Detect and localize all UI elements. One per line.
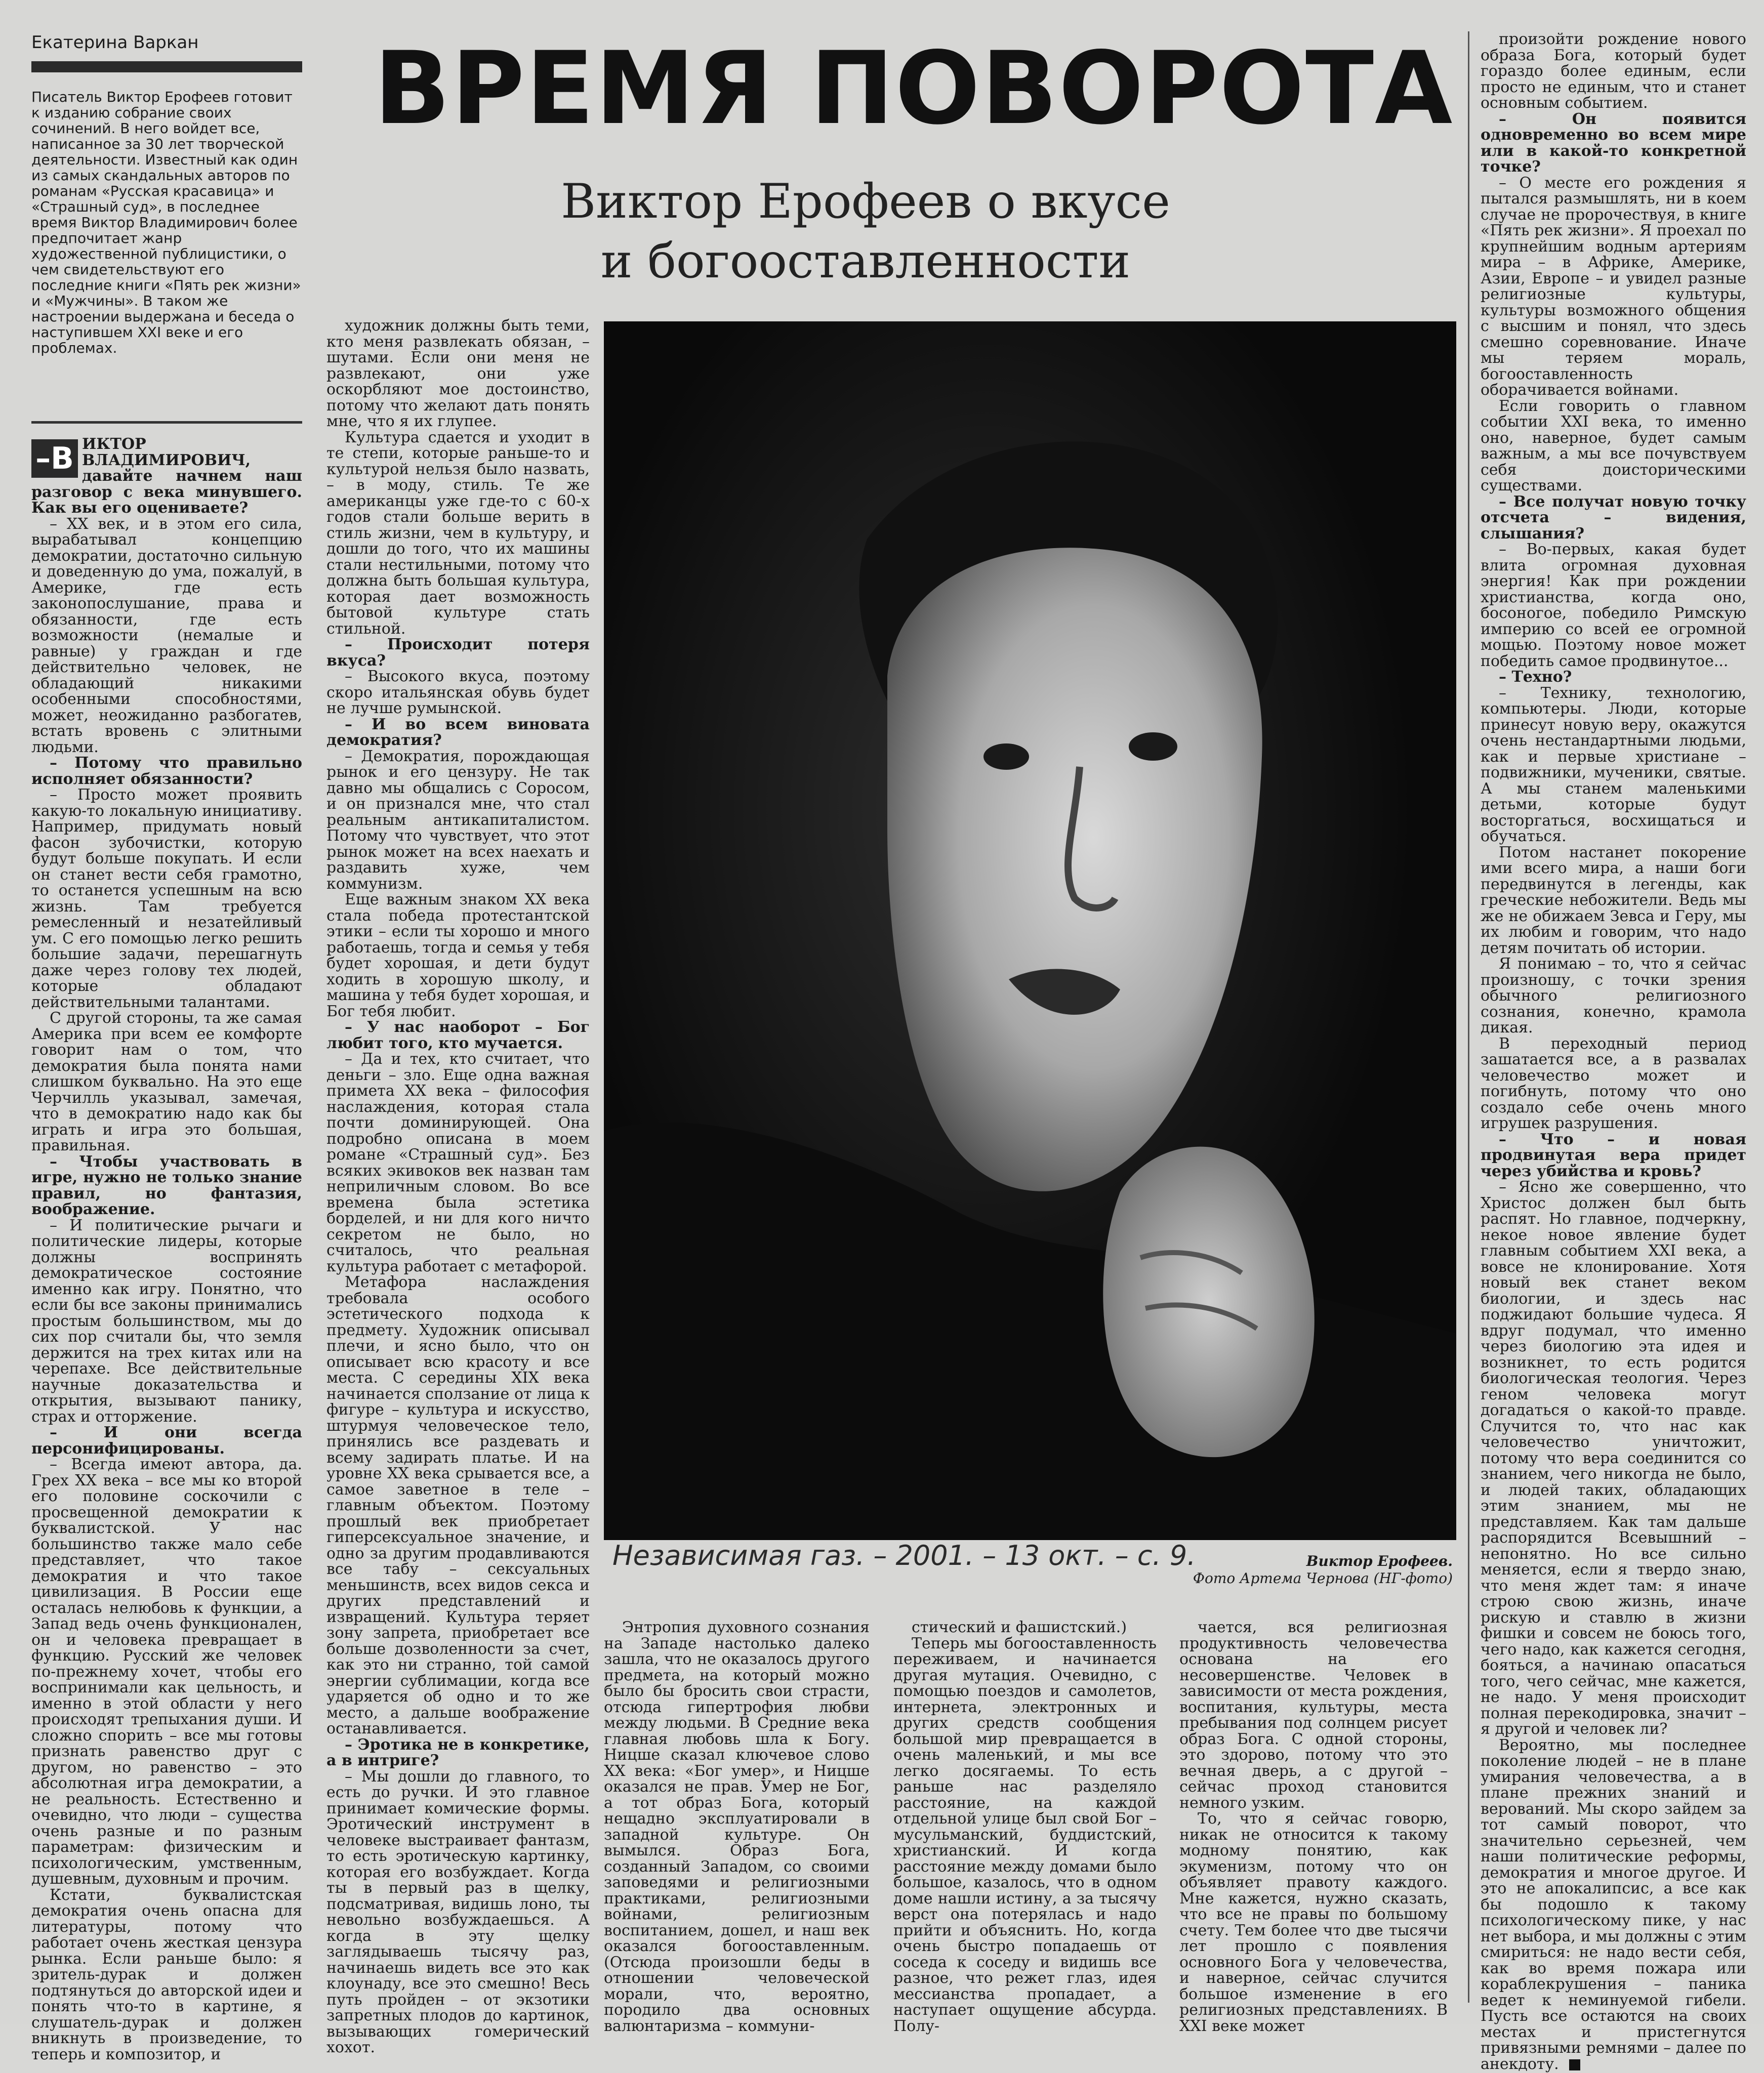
lead-paragraph: Писатель Виктор Ерофеев готовит к изданию собрание своих сочинений. В него войдет все, написанное за 30 лет творческой деятельности. Известный как один из самых скандальных авторов по романам «Русская красавица» и «Страшный суд», в последнее время Виктор Владимирович более предпочитает жанр художественной публицистики, о чем свидетельствуют его последние книги «Пять рек жизни» и «Мужчины». В таком же настроении выдержана и беседа о наступившем XXI веке и его проблемах. [31,89,301,356]
caption-credit: Фото Артема Чернова (НГ-фото) [1193,1570,1453,1587]
column-1 [31,435,302,2063]
column-6 [1481,30,1746,2073]
paragraph: Я понимаю – то, что я сейчас произношу, с точки зрения обычного религиозного сознания, конечно, крамола дикая. [1481,955,1746,1036]
interview-question: – И они всегда персонифицированы. [31,1424,302,1458]
paragraph: То, что я сейчас говорю, никак не относится к такому модному понятию, как экуменизм, потому что он объявляет правоту каждого. Мне кажется, нужно сказать, что все не правы по большому счету. Тем более что две тысячи лет прошло с появления основного Бога у человечества, и наверное, сейчас случится большое изменение в его религиозных представлениях. В XXI веке может [1179,1810,1448,2035]
subheadline-line-1: Виктор Ерофеев о вкусе [561,174,1170,229]
subheadline [466,172,1265,292]
handwritten-text: Независимая газ. – 2001. – 13 окт. – с. 9. [612,1540,1196,1571]
subheadline-line-2: и богооставленности [600,234,1131,289]
column-2 [326,317,590,2056]
interview-question: – Происходит потеря вкуса? [326,636,590,670]
interview-question: – Эротика не в конкретике, а в интриге? [326,1735,590,1769]
interview-question: – У нас наоборот – Бог любит того, кто мучается. [326,1018,590,1052]
paragraph: Потом настанет покорение ими всего мира, а наши боги передвинутся в легенды, как греческие небожители. Ведь мы же не обижаем Зевса и Геру, мы их любим и говорим, что надо детям почитать об истории. [1481,843,1746,957]
paragraph: С другой стороны, та же самая Америка при всем ее комфорте говорит нам о том, что демократия была понята нами слишком буквально. На это еще Черчилль указывал, замечая, что в демократию надо как бы играть и игра это большая, правильная. [31,1009,302,1154]
paragraph: Теперь мы богооставленность переживаем, и начинается другая мутация. Очевидно, с помощью поездов и самолетов, интернета, электронных и других средств сообщения большой мир превращается в очень маленький, и мы все легко досягаемы. То есть раньше нас разделяло расстояние, на каждой отдельной улице был свой Бог – мусульманский, буддистский, христианский. И когда расстояние между домами было большое, казалось, что в одном доме нашли истину, а за тысячу верст она потерялась и надо прийти и объяснить. Но, когда очень быстро попадаешь от соседа к соседу и видишь все разное, что режет глаз, идея мессианства пропадает, а наступает ощущение абсурда. Полу- [893,1634,1157,2035]
portrait-illustration [604,321,1456,1540]
paragraph: – Да и тех, кто считает, что деньги – зло. Еще одна важная примета XX века – философия наслаждения, которая стала почти доминирующей. Она подробно описана в моем романе «Страшный суд». Без всяких экивоков век назван там неприличным словом. Во все времена была эстетика борделей, и ни для кого ничто секретом не было, но считалось, что реальная культура работает с метафорой. [326,1050,590,1275]
paragraph: – И политические рычаги и политические лидеры, которые должны воспринять демократическое состояние именно как игру. Понятно, что если бы все законы принимались простым большинством, мы до сих пор считали бы, что земля держится на трех китах или на черепахе. Все действительные научные доказательства и открытия, вызывают панику, страх и отторжение. [31,1216,302,1426]
column-4 [893,1619,1157,2035]
drop-cap: –В [31,439,78,478]
paragraph: художник должны быть теми, кто меня развлекать обязан, – шутами. Если они меня не развлекают, они уже оскорбляют мое достоинство, потому что желают дать понять мне, что я их глупее. [326,317,590,430]
interview-question: – Он появится одновременно во всем мире или в какой-то конкретной точке? [1481,110,1746,176]
paragraph: – Технику, технологию, компьютеры. Люди, которые принесут новую веру, окажутся очень нестандартными людьми, как и первые христиане – подвижники, мученики, святые. А мы станем маленькими детьми, которые будут восторгаться, восхищаться и обучаться. [1481,684,1746,845]
paragraph: – Во-первых, какая будет влита огромная духовная энергия! Как при рождении христианства, когда оно, босоногое, победило Римскую империю со всей ее огромной мощью. Поэтому новое может победить самое продвинутое... [1481,541,1746,670]
paragraph: – Мы дошли до главного, то есть до ручки. И это главное принимает комические формы. Эротический инструмент в человеке выстраивает фантазм, то есть эротическую картинку, которая его возбуждает. Когда ты в первый раз в щелку, подсматривая, видишь лоно, ты невольно возбуждаешься. А когда в эту щелку заглядываешь тысячу раз, начинаешь видеть все это как клоунаду, все это смешно! Весь путь пройден – от экзотики запретных плодов до картинок, вызывающих гомерический хохот. [326,1767,590,2056]
paragraph: – XX век, и в этом его сила, вырабатывал концепцию демократии, достаточно сильную и доведенную до ума, пожалуй, в Америке, где есть законопослушание, права и обязанности, где есть возможности (немалые и равные) у граждан и где действительно человек, не обладающий никакими особенными способностями, может, неожиданно разбогатев, встать вровень с элитными людьми. [31,515,302,756]
interview-question: – Что – и новая продвинутая вера придет через убийства и кровь? [1481,1130,1746,1180]
column-5 [1179,1619,1448,2035]
interview-question: – Все получат новую точку отсчета – видения, слышания? [1481,492,1746,543]
paragraph: чается, вся религиозная продуктивность человечества основана на его несовершенстве. Человек в зависимости от места рождения, воспитания, культуры, места пребывания под солнцем рисует образ Бога. С одной стороны, это здорово, потому что это вечная дверь, а с другой – сейчас проход становится немного узким. [1179,1619,1448,1812]
paragraph: – Демократия, порождающая рынок и его цензуру. Не так давно мы общались с Соросом, и он признался мне, что стал реальным антикапиталистом. Потому что чувствует, что этот рынок может на всех наехать и раздавить хуже, чем коммунизм. [326,747,590,893]
caption-name: Виктор Ерофеев. [1306,1553,1453,1569]
paragraph: Энтропия духовного сознания на Западе настолько далеко зашла, что не оказалось другого предмета, на который можно было бы бросить свои страсти, отсюда гипертрофия любви между людьми. В Средние века главная любовь шла к Богу. Ницше сказал ключевое слово XX века: «Бог умер», и Ницше оказался не прав. Умер не Бог, а тот образ Бога, который нещадно эксплуатировали в западной культуре. Он вымылся. Образ Бога, созданный Западом, со своими заповедями и религиозными практиками, религиозными войнами, религиозным воспитанием, дошел, и наш век оказался богооставленным. (Отсюда произошли беды в отношении человеческой морали, что, вероятно, породило два основных валюнтаризма – коммуни- [604,1619,870,2035]
paragraph: Кстати, буквалистская демократия очень опасна для литературы, потому что работает очень жесткая цензура рынка. Если раньше было: я зритель-дурак и должен подтянуться до авторской идеи и понять что-то в картине, я слушатель-дурак и должен вникнуть в произведение, то теперь и композитор, и [31,1886,302,2063]
lead-rule [31,421,302,424]
interview-question: ИКТОР ВЛАДИМИРОВИЧ, давайте начнем наш разговор с века минувшего. Как вы его оцениваете? [31,435,302,517]
column-3 [604,1619,870,2035]
interview-question: – Техно? [1499,668,1572,686]
paragraph: Метафора наслаждения требовала особого эстетического подхода к предмету. Художник описывал плечи, и ясно было, что он описывает всю красоту и все места. С середины XIX века начинается сползание от лица к фигуре – культура и искусство, штурмуя человеческое тело, принялись все раздевать и всему задирать платье. И на уровне XX века срывается все, а самое заветное в теле – главным объектом. Поэтому прошлый век приобретает гиперсексуальное значение, и одно за другим продавливаются все табу – сексуальных меньшинств, всех видов секса и других представлений и извращений. Культура теряет зону запрета, приобретает все больше дозволенности за счет, как это ни странно, той самой энергии сублимации, когда все ударяется об одно и то же место, а дальше воображение останавливается. [326,1273,590,1737]
paragraph: Если говорить о главном событии XXI века, то именно оно, наверное, будет самым важным, а мы все почувствуем себя доисторическими существами. [1481,397,1746,494]
paragraph: – Всегда имеют автора, да. Грех XX века – все мы ко второй его половине соскочили с просвещенной демократии к буквалистской. У нас большинство также мало себе представляет, что такое демократия и что такое цивилизация. В России еще осталась нелюбовь к функции, а Запад ведь очень функционален, он и человека превращает в функцию. Русский же человек по-прежнему хочет, чтобы его воспринимали как цельность, и именно в этой области у него происходят трепыхания души. И сложно спорить – все мы готовы признать равенство друг с другом, но равенство – это абсолютная игра демократии, а не реальность. Естественно и очевидно, что люди – существа очень разные и по разным параметрам: физическим и психологическим, умственным, душевным, духовным и прочим. [31,1456,302,1888]
byline-rule [31,61,302,72]
paragraph: Еще важным знаком XX века стала победа протестантской этики – если ты хорошо и много работаешь, тогда и семья у тебя будет хорошая, и дети будут ходить в хорошую школу, и машина у тебя будет хорошая, и Бог тебя любит. [326,891,590,1020]
paragraph: В переходный период зашатается все, а в развалах человечество может и погибнуть, потому что оно создало себе очень много игрушек разрушения. [1481,1034,1746,1132]
paragraph: Вероятно, мы последнее поколение людей – не в плане умирания человечества, а в плане прежних знаний и верований. Мы скоро зайдем за тот самый поворот, что значительно серьезней, чем наши политические реформы, демократия и многое другое. И это не апокалипсис, а все как бы подошло к такому психологическому пике, у нас нет выбора, и мы должны с этим смириться: не надо вести себя, как во время пожара или кораблекрушения – паника ведет к неминуемой гибели. Пусть все остаются на своих местах и пристегнутся привязными ремнями – далее по анекдоту. [1481,1736,1746,2073]
paragraph: стический и фашистский.) [912,1619,1127,1636]
paragraph: – Высокого вкуса, поэтому скоро итальянская обувь будет не лучше румынской. [326,668,590,717]
interview-question: – И во всем виновата демократия? [326,715,590,749]
photo-caption [1154,1553,1453,1587]
headline: ВРЕМЯ ПОВОРОТА [374,30,1454,147]
paragraph: – Просто может проявить какую-то локальную инициативу. Например, придумать новый фасон зубочистки, которую будут больше покупать. И если он станет вести себя грамотно, то останется успешным на всю жизнь. Там требуется ремесленный и незатейливый ум. С его помощью легко решить большие задачи, перешагнуть даже через голову тех людей, которые обладают действительными талантами. [31,786,302,1011]
paragraph: – Ясно же совершенно, что Христос должен был быть распят. Но главное, подчеркну, некое новое явление будет главным событием XXI века, а вовсе не клонирование. Хотя новый век станет веком биологии, и здесь нас поджидают большие чудеса. Я вдруг подумал, что именно через биологию эта идея и возникнет, то есть родится биологическая теология. Через геном человека могут догадаться о какой-то правде. Случится то, что нас как человечество уничтожит, потому что вера соединится со знанием, чего никогда не было, и людей таких, обладающих этим знанием, мы не представляем. Как там дальше распорядится Всевышний – непонятно. Но все сильно меняется, если я твердо знаю, что меня ждет там: я иначе строю свою жизнь, иначе рискую и ставлю в жизни фишки и совсем не боюсь того, чего надо, как кажется сегодня, бояться, а начинаю опасаться того, чего сейчас, мне кажется, не надо. У меня происходит полная перекодировка, значит – я другой и человек ли? [1481,1178,1746,1738]
paragraph: – О месте его рождения я пытался размышлять, ни в коем случае не пророчествуя, в книге «Пять рек жизни». Я проехал по крупнейшим водным артериям мира – в Африке, Америке, Азии, Европе – и увидел разные религиозные культуры, культуры возможного общения с высшим и понял, что здесь смешно соревнование. Иначе мы теряем мораль, богооставленность оборачивается войнами. [1481,174,1746,399]
interview-question: – Потому что правильно исполняет обязанности? [31,754,302,788]
end-mark [1569,2059,1580,2070]
author-byline: Екатерина Варкан [31,32,199,53]
paragraph: произойти рождение нового образа Бога, который будет гораздо более единым, если просто не единым, что и станет основным событием. [1481,30,1746,112]
interview-question: – Чтобы участвовать в игре, нужно не только знание правил, но фантазия, воображение. [31,1152,302,1218]
portrait-photo [604,321,1456,1540]
paragraph: Культура сдается и уходит в те степи, которые раньше-то и культурой нельзя было назвать, – в моду, стиль. Те же американцы уже где-то с 60-х годов стали больше верить в стиль жизни, чем в культуру, и дошли до того, что их машины стали нестильными, потому что должна быть большая культура, которая дает возможность бытовой культуре стать стильной. [326,428,590,638]
column-divider [1468,31,1469,2003]
